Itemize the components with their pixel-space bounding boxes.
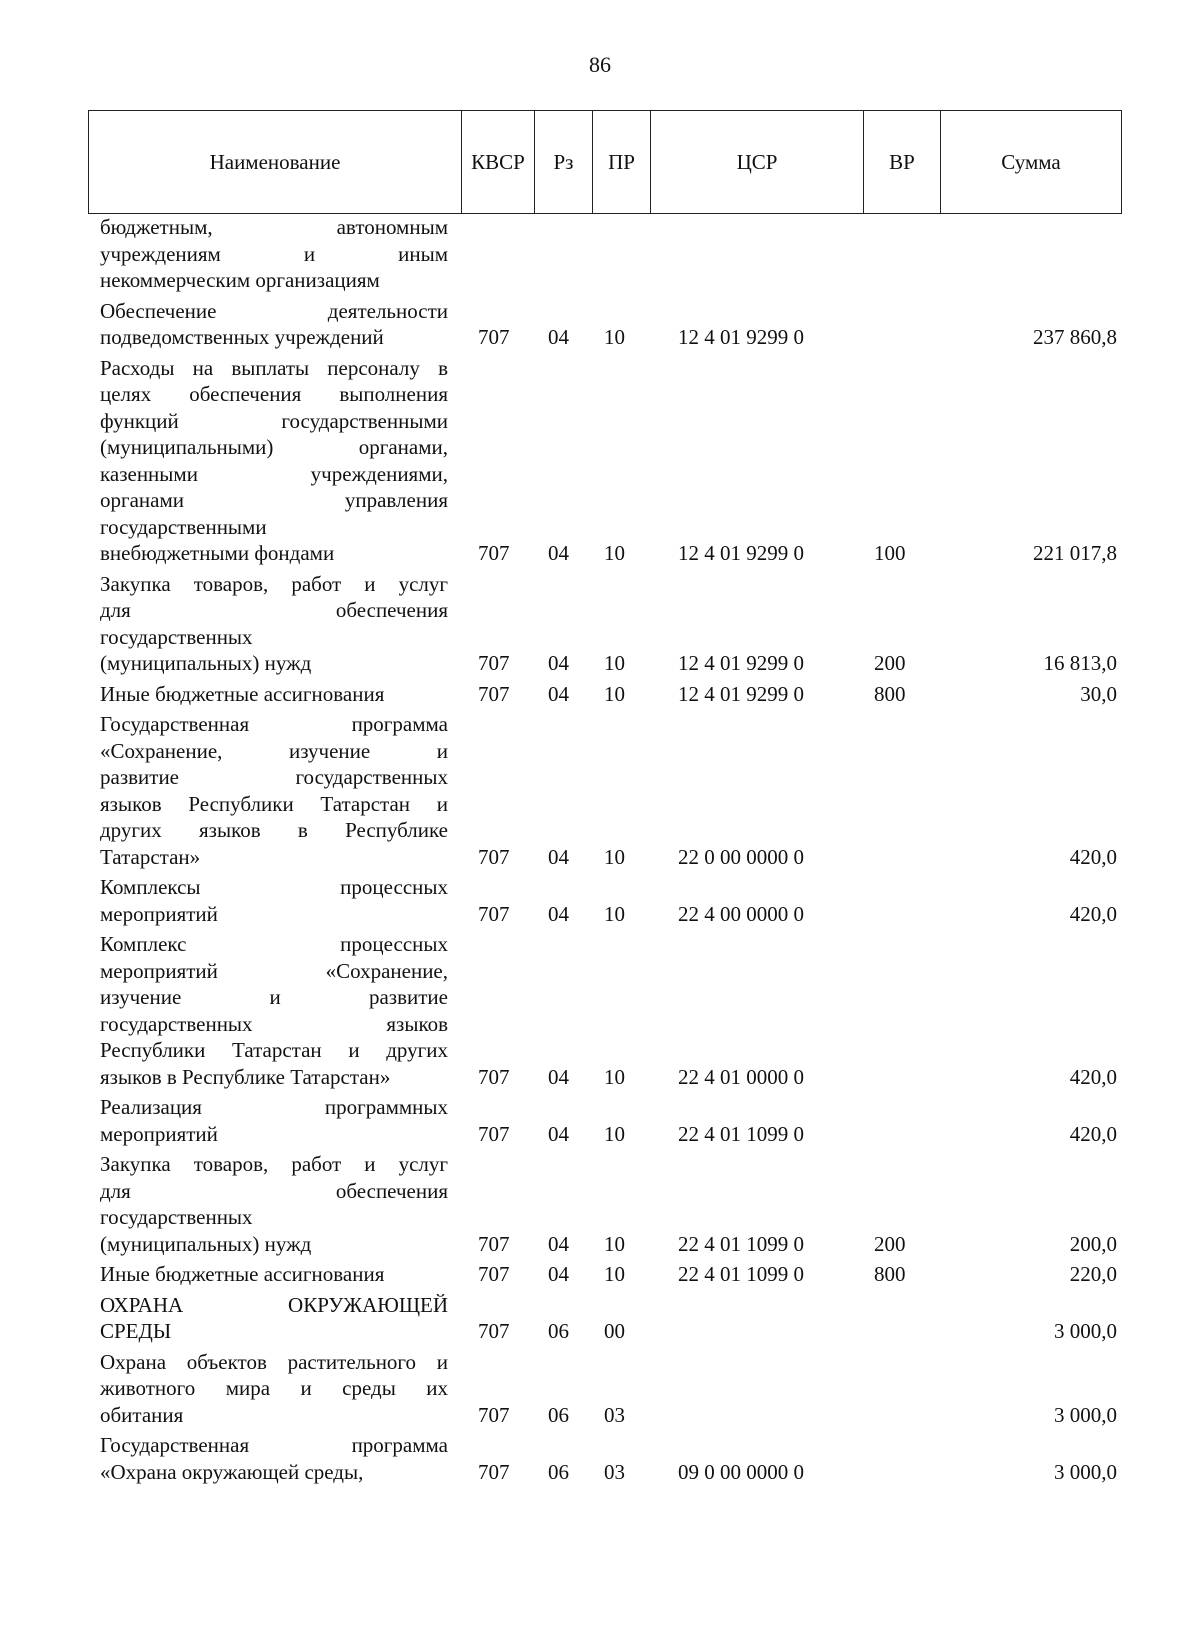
table-body (0, 214, 1200, 1489)
table-row (0, 681, 1200, 708)
cell-pr: 10 (604, 681, 625, 706)
row-name (100, 1094, 448, 1147)
cell-rz: 06 (548, 1319, 569, 1343)
header-sum: Сумма (1001, 149, 1061, 174)
row-name-line: «Охрана окружающей среды, (100, 1459, 364, 1484)
row-name (100, 1432, 448, 1485)
cell-sum: 220,0 (1069, 1262, 1117, 1286)
row-name-line: некоммерческим организациям (100, 268, 380, 292)
cell-sum: 3 000,0 (1054, 1319, 1117, 1343)
table-row (0, 214, 1200, 294)
row-name-line: ОХРАНА ОКРУЖАЮЩЕЙ (100, 1292, 448, 1317)
cell-rz: 04 (548, 1231, 569, 1256)
table-row (0, 1349, 1200, 1429)
table-row (0, 931, 1200, 1090)
row-name-line: мероприятий (100, 901, 218, 926)
cell-sum: 221 017,8 (1033, 541, 1117, 565)
table-row (0, 874, 1200, 927)
header-vr: ВР (864, 111, 941, 213)
row-name-line: изучение и развитие (100, 985, 448, 1009)
cell-kvsr: 707 (478, 1262, 510, 1286)
row-name (100, 1292, 448, 1345)
cell-sum: 420,0 (1069, 901, 1117, 926)
table-row (0, 1432, 1200, 1485)
cell-kvsr: 707 (478, 844, 510, 869)
row-name-line: Закупка товаров, работ и услуг (100, 1152, 448, 1176)
row-name-line: для обеспечения (100, 598, 448, 622)
row-name-line: (муниципальными) органами, (100, 435, 448, 459)
row-name (100, 1261, 448, 1288)
cell-kvsr: 707 (478, 901, 510, 926)
cell-pr: 10 (604, 325, 625, 349)
row-name-line: Закупка товаров, работ и услуг (100, 571, 448, 596)
cell-csr: 22 4 00 0000 0 (678, 901, 804, 926)
cell-rz: 04 (548, 901, 569, 926)
row-name (100, 681, 448, 708)
row-name-line: Комплекс процессных (100, 932, 448, 956)
cell-kvsr: 707 (478, 1459, 510, 1484)
cell-pr: 10 (604, 901, 625, 926)
row-name-line: бюджетным, автономным (100, 215, 448, 239)
row-name-line: казенными учреждениями, (100, 461, 448, 486)
cell-rz: 04 (548, 681, 569, 706)
cell-sum: 420,0 (1069, 1121, 1117, 1146)
table-row (0, 571, 1200, 677)
cell-csr: 09 0 00 0000 0 (678, 1459, 804, 1484)
cell-csr: 12 4 01 9299 0 (678, 325, 804, 349)
row-name (100, 931, 448, 1090)
row-name-line: «Сохранение, изучение и (100, 738, 448, 763)
cell-sum: 16 813,0 (1043, 651, 1117, 675)
page-number: 86 (589, 52, 611, 77)
row-name (100, 214, 448, 294)
row-name-line: государственных (100, 1205, 253, 1229)
cell-vr: 800 (874, 1262, 906, 1286)
cell-sum: 30,0 (1080, 681, 1117, 706)
cell-sum: 237 860,8 (1033, 325, 1117, 349)
cell-pr: 03 (604, 1402, 625, 1427)
cell-sum: 420,0 (1069, 1064, 1117, 1089)
header-csr: ЦСР (651, 111, 864, 213)
cell-pr: 10 (604, 1231, 625, 1256)
cell-csr: 22 4 01 1099 0 (678, 1121, 804, 1146)
row-name-line: Государственная программа (100, 712, 448, 736)
table-row (0, 1094, 1200, 1147)
row-name-line: Иные бюджетные ассигнования (100, 681, 385, 706)
row-name-line: Реализация программных (100, 1095, 448, 1119)
cell-kvsr: 707 (478, 541, 510, 565)
cell-kvsr: 707 (478, 651, 510, 675)
row-name-line: государственных (100, 624, 253, 649)
row-name-line: животного мира и среды их (100, 1376, 448, 1400)
row-name-line: функций государственными (100, 408, 448, 433)
cell-pr: 10 (604, 541, 625, 565)
row-name-line: для обеспечения (100, 1178, 448, 1203)
table-row (0, 711, 1200, 870)
row-name-line: подведомственных учреждений (100, 325, 384, 349)
table-row (0, 298, 1200, 351)
row-name (100, 355, 448, 567)
cell-csr: 22 4 01 1099 0 (678, 1262, 804, 1286)
cell-rz: 04 (548, 651, 569, 675)
cell-kvsr: 707 (478, 681, 510, 706)
cell-rz: 06 (548, 1402, 569, 1427)
table-row (0, 355, 1200, 567)
table-header (88, 110, 1122, 214)
cell-vr: 800 (874, 681, 906, 706)
cell-kvsr: 707 (478, 1402, 510, 1427)
row-name-line: органами управления (100, 488, 448, 512)
cell-pr: 10 (604, 651, 625, 675)
cell-sum: 3 000,0 (1054, 1459, 1117, 1484)
row-name (100, 1151, 448, 1257)
row-name-line: Расходы на выплаты персоналу в (100, 355, 448, 380)
table-row (0, 1151, 1200, 1257)
row-name-line: Государственная программа (100, 1433, 448, 1457)
cell-pr: 10 (604, 1121, 625, 1146)
cell-csr: 12 4 01 9299 0 (678, 651, 804, 675)
row-name-line: других языков в Республике (100, 818, 448, 842)
cell-kvsr: 707 (478, 1319, 510, 1343)
row-name-line: Республики Татарстан и других (100, 1038, 448, 1062)
cell-vr: 200 (874, 1231, 906, 1256)
row-name-line: обитания (100, 1402, 184, 1427)
row-name-line: Охрана объектов растительного и (100, 1349, 448, 1374)
cell-rz: 04 (548, 541, 569, 565)
row-name-line: внебюджетными фондами (100, 541, 335, 565)
cell-pr: 10 (604, 1262, 625, 1286)
cell-csr: 22 4 01 1099 0 (678, 1231, 804, 1256)
cell-vr: 100 (874, 541, 906, 565)
cell-sum: 3 000,0 (1054, 1402, 1117, 1427)
cell-rz: 04 (548, 1121, 569, 1146)
cell-kvsr: 707 (478, 1121, 510, 1146)
row-name (100, 1349, 448, 1429)
row-name (100, 874, 448, 927)
cell-rz: 04 (548, 1262, 569, 1286)
cell-pr: 00 (604, 1319, 625, 1343)
row-name-line: мероприятий «Сохранение, (100, 958, 448, 983)
row-name-line: языков Республики Татарстан и (100, 791, 448, 816)
cell-csr: 22 0 00 0000 0 (678, 844, 804, 869)
header-name: Наименование (89, 111, 462, 213)
row-name (100, 298, 448, 351)
row-name (100, 571, 448, 677)
cell-pr: 03 (604, 1459, 625, 1484)
row-name-line: (муниципальных) нужд (100, 651, 312, 675)
row-name-line: целях обеспечения выполнения (100, 382, 448, 406)
header-pr: ПР (593, 111, 651, 213)
cell-rz: 04 (548, 325, 569, 349)
cell-kvsr: 707 (478, 325, 510, 349)
cell-sum: 200,0 (1069, 1231, 1117, 1256)
cell-rz: 04 (548, 1064, 569, 1089)
header-kvsr: КВСР (462, 111, 535, 213)
cell-rz: 04 (548, 844, 569, 869)
header-rz: Рз (535, 111, 593, 213)
row-name-line: СРЕДЫ (100, 1319, 172, 1343)
cell-pr: 10 (604, 1064, 625, 1089)
cell-pr: 10 (604, 844, 625, 869)
row-name-line: Татарстан» (100, 844, 201, 869)
row-name-line: мероприятий (100, 1121, 218, 1146)
table-row (0, 1292, 1200, 1345)
cell-csr: 12 4 01 9299 0 (678, 681, 804, 706)
cell-kvsr: 707 (478, 1064, 510, 1089)
row-name-line: (муниципальных) нужд (100, 1231, 312, 1256)
row-name-line: языков в Республике Татарстан» (100, 1064, 391, 1089)
cell-vr: 200 (874, 651, 906, 675)
cell-csr: 22 4 01 0000 0 (678, 1064, 804, 1089)
table-row (0, 1261, 1200, 1288)
row-name-line: Иные бюджетные ассигнования (100, 1262, 385, 1286)
row-name-line: государственных языков (100, 1011, 448, 1036)
row-name-line: Комплексы процессных (100, 875, 448, 899)
cell-kvsr: 707 (478, 1231, 510, 1256)
row-name-line: Обеспечение деятельности (100, 298, 448, 323)
row-name-line: государственными (100, 514, 267, 539)
cell-csr: 12 4 01 9299 0 (678, 541, 804, 565)
cell-rz: 06 (548, 1459, 569, 1484)
row-name-line: развитие государственных (100, 765, 448, 789)
cell-sum: 420,0 (1069, 844, 1117, 869)
row-name-line: учреждениям и иным (100, 241, 448, 266)
row-name (100, 711, 448, 870)
